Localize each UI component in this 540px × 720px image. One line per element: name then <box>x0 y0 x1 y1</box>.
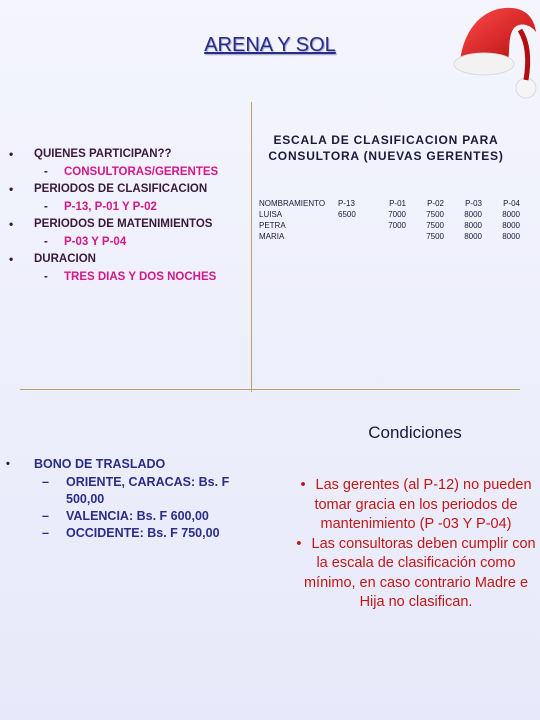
list-item: • DURACION <box>34 251 249 269</box>
list-subitem: - P-13, P-01 Y P-02 <box>44 200 157 213</box>
table-cell: 8000 <box>502 232 520 241</box>
escala-table <box>259 198 520 242</box>
horizontal-divider <box>20 389 520 390</box>
page-title: ARENA Y SOL <box>204 34 336 56</box>
condicion-item: • Las consultoras deben cumplir con la escala de clasificación como mínimo, en caso contrario Madre e Hija no clasifican. <box>296 535 536 610</box>
condiciones-title: Condiciones <box>368 423 462 442</box>
table-cell: 8000 <box>502 221 520 230</box>
list-subitem: - CONSULTORAS/GERENTES <box>44 165 219 178</box>
table-cell: PETRA <box>259 221 286 230</box>
bullet-icon: • <box>296 535 302 552</box>
list-item: • QUIENES PARTICIPAN?? <box>34 146 249 164</box>
list-subitem: - P-03 Y P-04 <box>44 235 127 248</box>
table-cell: 6500 <box>338 210 356 219</box>
bono-item: – VALENCIA: Bs. F 600,00 <box>42 509 209 523</box>
table-cell: 8000 <box>502 210 520 219</box>
table-header-cell: P-03 <box>465 199 482 208</box>
table-cell: 8000 <box>464 221 482 230</box>
list-subitem: - TRES DIAS Y DOS NOCHES <box>44 270 217 283</box>
table-cell <box>368 231 406 242</box>
table-cell: 8000 <box>464 232 482 241</box>
vertical-divider <box>251 102 252 392</box>
escala-title: ESCALA DE CLASIFICACION PARA CONSULTORA (NUEVAS GERENTES) <box>268 133 504 163</box>
bullet-icon: • <box>9 147 14 161</box>
table-row <box>259 209 520 220</box>
participation-list <box>9 146 249 286</box>
table-row <box>259 220 520 231</box>
condiciones-text <box>296 476 536 613</box>
table-cell: 7500 <box>426 210 444 219</box>
table-cell: 7500 <box>426 232 444 241</box>
table-row <box>259 231 520 242</box>
bono-list <box>36 474 236 542</box>
table-header-cell: P-04 <box>503 199 520 208</box>
santa-hat-icon <box>450 0 540 118</box>
table-header-cell: P-13 <box>338 199 355 208</box>
table-header-cell: P-02 <box>427 199 444 208</box>
list-item: • PERIODOS DE MATENIMIENTOS <box>34 216 249 234</box>
bullet-icon: • <box>9 217 14 231</box>
bullet-icon: • <box>9 252 14 266</box>
table-cell: 7500 <box>426 221 444 230</box>
table-header-cell: NOMBRAMIENTO <box>259 199 326 208</box>
bullet-icon: • <box>300 477 306 493</box>
bullet-icon: • <box>9 182 14 196</box>
table-header-cell: P-01 <box>389 199 406 208</box>
table-header-row <box>259 198 520 209</box>
bono-item: – ORIENTE, CARACAS: Bs. F 500,00 <box>42 475 230 506</box>
bono-title: • BONO DE TRASLADO <box>6 457 166 471</box>
table-cell <box>338 220 368 231</box>
table-cell: LUISA <box>259 210 283 219</box>
list-item: • PERIODOS DE CLASIFICACION <box>34 181 249 199</box>
table-cell: 7000 <box>388 221 406 230</box>
table-cell: MARIA <box>259 232 285 241</box>
condicion-item: • Las gerentes (al P-12) no pueden tomar gracia en los periodos de mantenimiento (P -03 Y P-04) <box>300 477 532 532</box>
table-cell <box>338 231 368 242</box>
table-cell: 8000 <box>464 210 482 219</box>
bullet-icon: • <box>6 458 10 470</box>
bono-item: – OCCIDENTE: Bs. F 750,00 <box>42 526 220 540</box>
table-cell: 7000 <box>388 210 406 219</box>
